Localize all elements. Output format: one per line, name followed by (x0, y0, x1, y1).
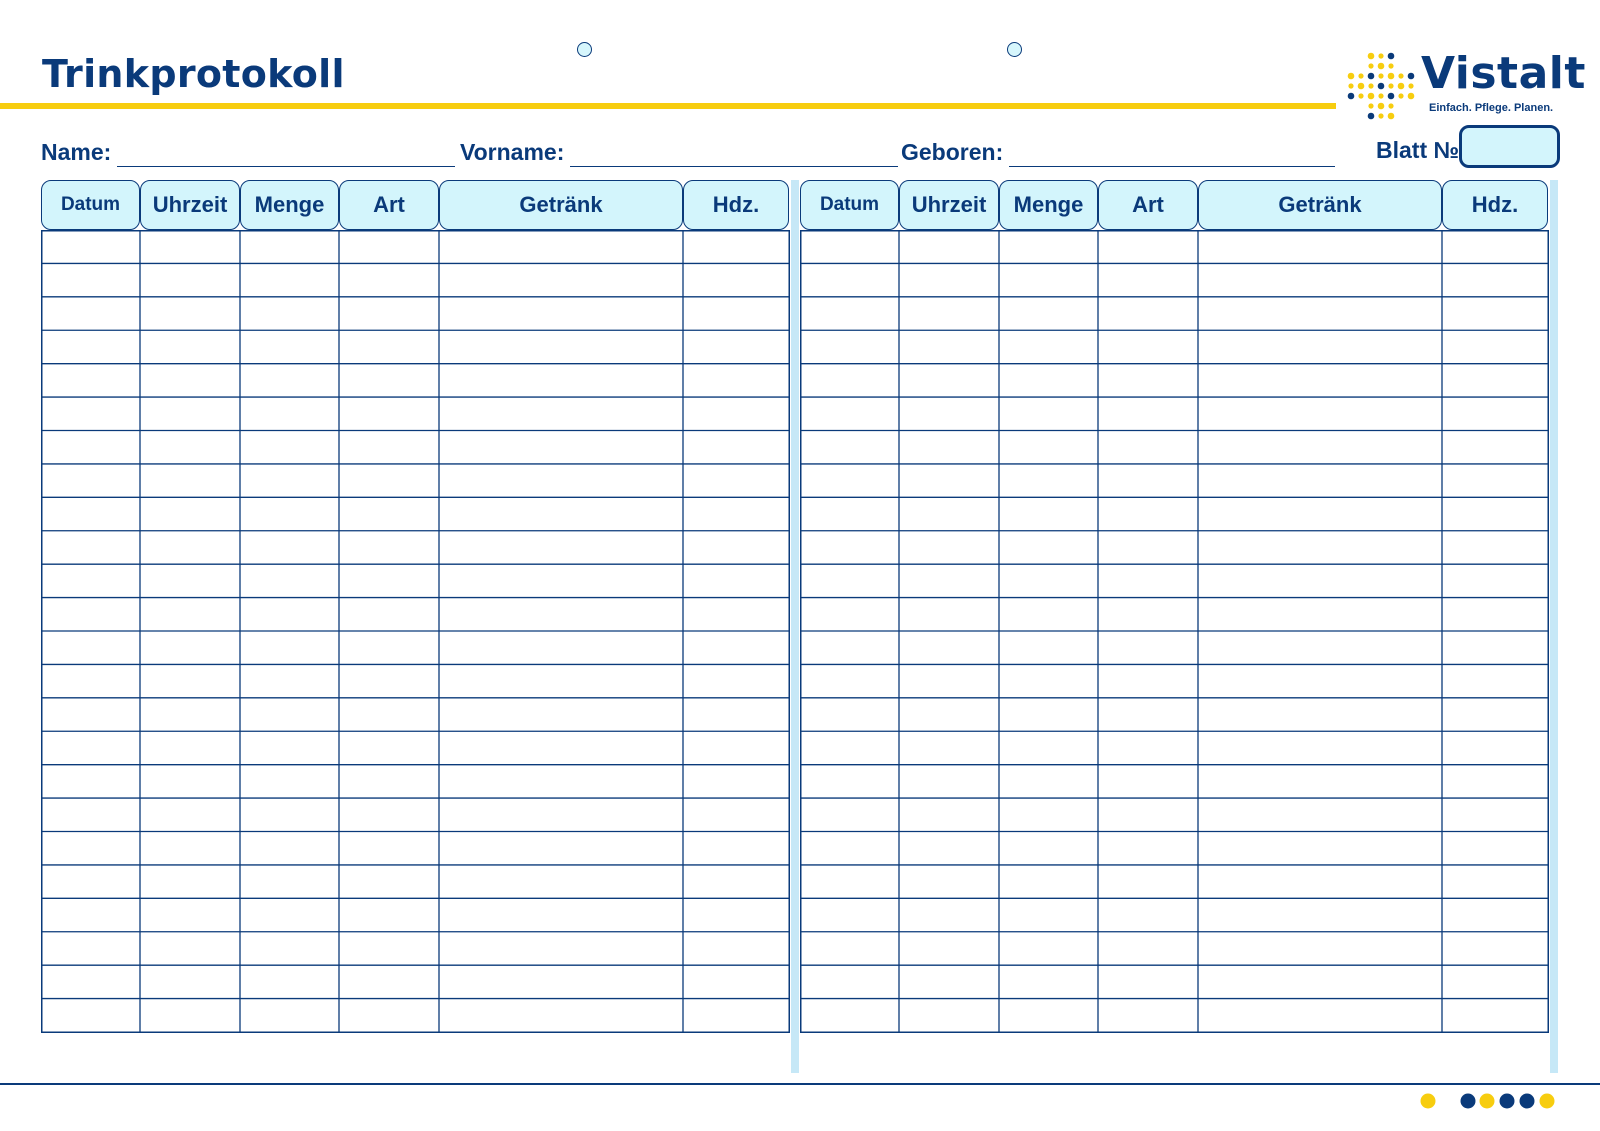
column-header-hdz: Hdz. (1442, 180, 1548, 230)
footer-rule (0, 1083, 1600, 1085)
column-header-uhrzeit: Uhrzeit (140, 180, 240, 230)
logo-dot (1378, 103, 1385, 110)
protocol-table-right (800, 180, 1558, 1073)
name-label: Name: (41, 139, 112, 165)
punch-hole-right (1007, 42, 1022, 57)
logo-dot (1348, 73, 1355, 80)
table-grid-left[interactable] (41, 230, 790, 1033)
logo-dot (1348, 93, 1355, 100)
logo-dot (1378, 93, 1383, 98)
column-header-uhrzeit: Uhrzeit (899, 180, 999, 230)
vorname-label: Vorname: (460, 139, 565, 165)
logo-dot (1378, 63, 1385, 70)
logo-dot (1388, 53, 1395, 60)
logo-dot (1378, 113, 1383, 118)
logo-dot (1408, 93, 1415, 100)
column-header-menge: Menge (999, 180, 1098, 230)
logo-dot (1368, 83, 1373, 88)
geboren-input-line[interactable] (1009, 142, 1335, 167)
logo-dot (1378, 73, 1383, 78)
logo-dot (1388, 93, 1395, 100)
table-shadow-left (791, 180, 799, 1073)
logo-dot (1388, 103, 1393, 108)
logo-dot (1368, 73, 1375, 80)
logo-dot (1368, 93, 1375, 100)
logo-dot (1388, 63, 1393, 68)
logo-dot (1348, 83, 1353, 88)
logo-dot (1378, 83, 1385, 90)
vistalt-logo (1343, 48, 1586, 122)
title-underline (0, 103, 1336, 109)
column-header-getraenk: Getränk (1198, 180, 1442, 230)
vorname-field (460, 137, 898, 167)
page-title: Trinkprotokoll (42, 52, 345, 96)
table-grid-right[interactable] (800, 230, 1549, 1033)
blatt-number-box[interactable] (1459, 125, 1560, 168)
logo-dot (1408, 73, 1415, 80)
logo-dot (1358, 93, 1363, 98)
footer-dots-icon (1418, 1090, 1588, 1112)
logo-dot (1378, 53, 1383, 58)
logo-dot (1368, 53, 1375, 60)
geboren-field (901, 137, 1335, 167)
punch-hole-left (577, 42, 592, 57)
name-field (41, 137, 455, 167)
column-header-datum: Datum (41, 180, 140, 230)
column-header-art: Art (1098, 180, 1198, 230)
logo-dot-cross-icon (1343, 50, 1417, 120)
column-header-hdz: Hdz. (683, 180, 789, 230)
name-input-line[interactable] (117, 142, 455, 167)
logo-dot (1408, 83, 1413, 88)
logo-dot (1388, 113, 1395, 120)
logo-dot (1358, 83, 1365, 90)
protocol-table-left (41, 180, 799, 1073)
logo-dot (1358, 73, 1363, 78)
column-header-art: Art (339, 180, 439, 230)
logo-dot (1398, 83, 1405, 90)
geboren-label: Geboren: (901, 139, 1004, 165)
logo-dot (1368, 63, 1373, 68)
logo-dot (1368, 103, 1373, 108)
table-shadow-right (1550, 180, 1558, 1073)
logo-wordmark: Vistalt (1421, 48, 1586, 99)
logo-dot (1398, 73, 1403, 78)
column-header-getraenk: Getränk (439, 180, 683, 230)
logo-tagline: Einfach. Pflege. Planen. (1429, 102, 1554, 114)
vorname-input-line[interactable] (570, 142, 898, 167)
column-header-menge: Menge (240, 180, 339, 230)
logo-dot (1398, 93, 1403, 98)
logo-dot (1388, 83, 1393, 88)
logo-dot (1388, 73, 1395, 80)
column-header-datum: Datum (800, 180, 899, 230)
blatt-number-label: Blatt № (1376, 137, 1460, 163)
logo-dot (1368, 113, 1375, 120)
